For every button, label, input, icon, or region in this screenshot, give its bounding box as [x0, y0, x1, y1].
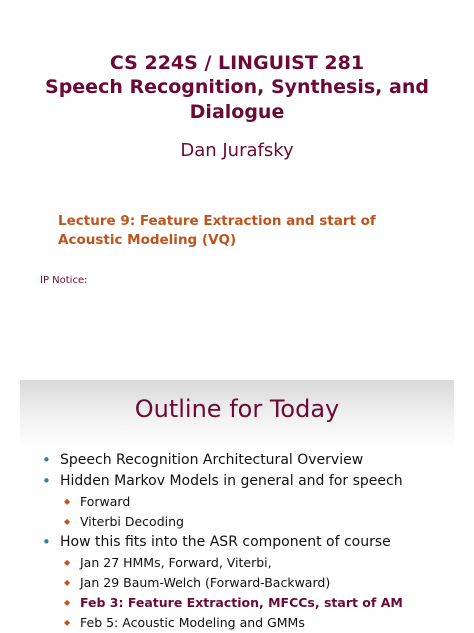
- lecture-subtitle-line1: Lecture 9: Feature Extraction and start of: [58, 213, 376, 229]
- outline-title: Outline for Today: [134, 395, 340, 423]
- sub-bullet-item: ◆ Feb 5: Acoustic Modeling and GMMs: [40, 613, 454, 633]
- bullet-item: • How this fits into the ASR component of course: [40, 532, 454, 553]
- lecture-subtitle-line2: Acoustic Modeling (VQ): [58, 232, 237, 248]
- sub-bullet-item: ◆ Jan 29 Baum-Welch (Forward-Backward): [40, 573, 454, 593]
- bullet-item: • Hidden Markov Models in general and for speech: [40, 471, 454, 492]
- course-title-line2: Speech Recognition, Synthesis, and: [45, 76, 429, 98]
- sub-bullet-item: ◆ Forward: [40, 492, 454, 512]
- sub-bullet-item-highlighted: ◆ Feb 3: Feature Extraction, MFCCs, start of AM: [40, 593, 454, 613]
- bullet-item: • Speech Recognition Architectural Overview: [40, 450, 454, 471]
- outline-slide: [20, 380, 454, 631]
- sub-bullet-item: ◆ Jan 27 HMMs, Forward, Viterbi,: [40, 553, 454, 573]
- sub-bullet-item: ◆ Viterbi Decoding: [40, 512, 454, 532]
- course-title-line3: Dialogue: [189, 101, 285, 123]
- outline-header: [20, 380, 454, 450]
- author-name: Dan Jurafsky: [180, 140, 294, 161]
- course-title-line1: CS 224S / LINGUIST 281: [109, 52, 365, 74]
- lecture-subtitle: [58, 212, 458, 250]
- outline-bullet-list: [40, 450, 454, 633]
- ip-notice: IP Notice:: [40, 275, 88, 286]
